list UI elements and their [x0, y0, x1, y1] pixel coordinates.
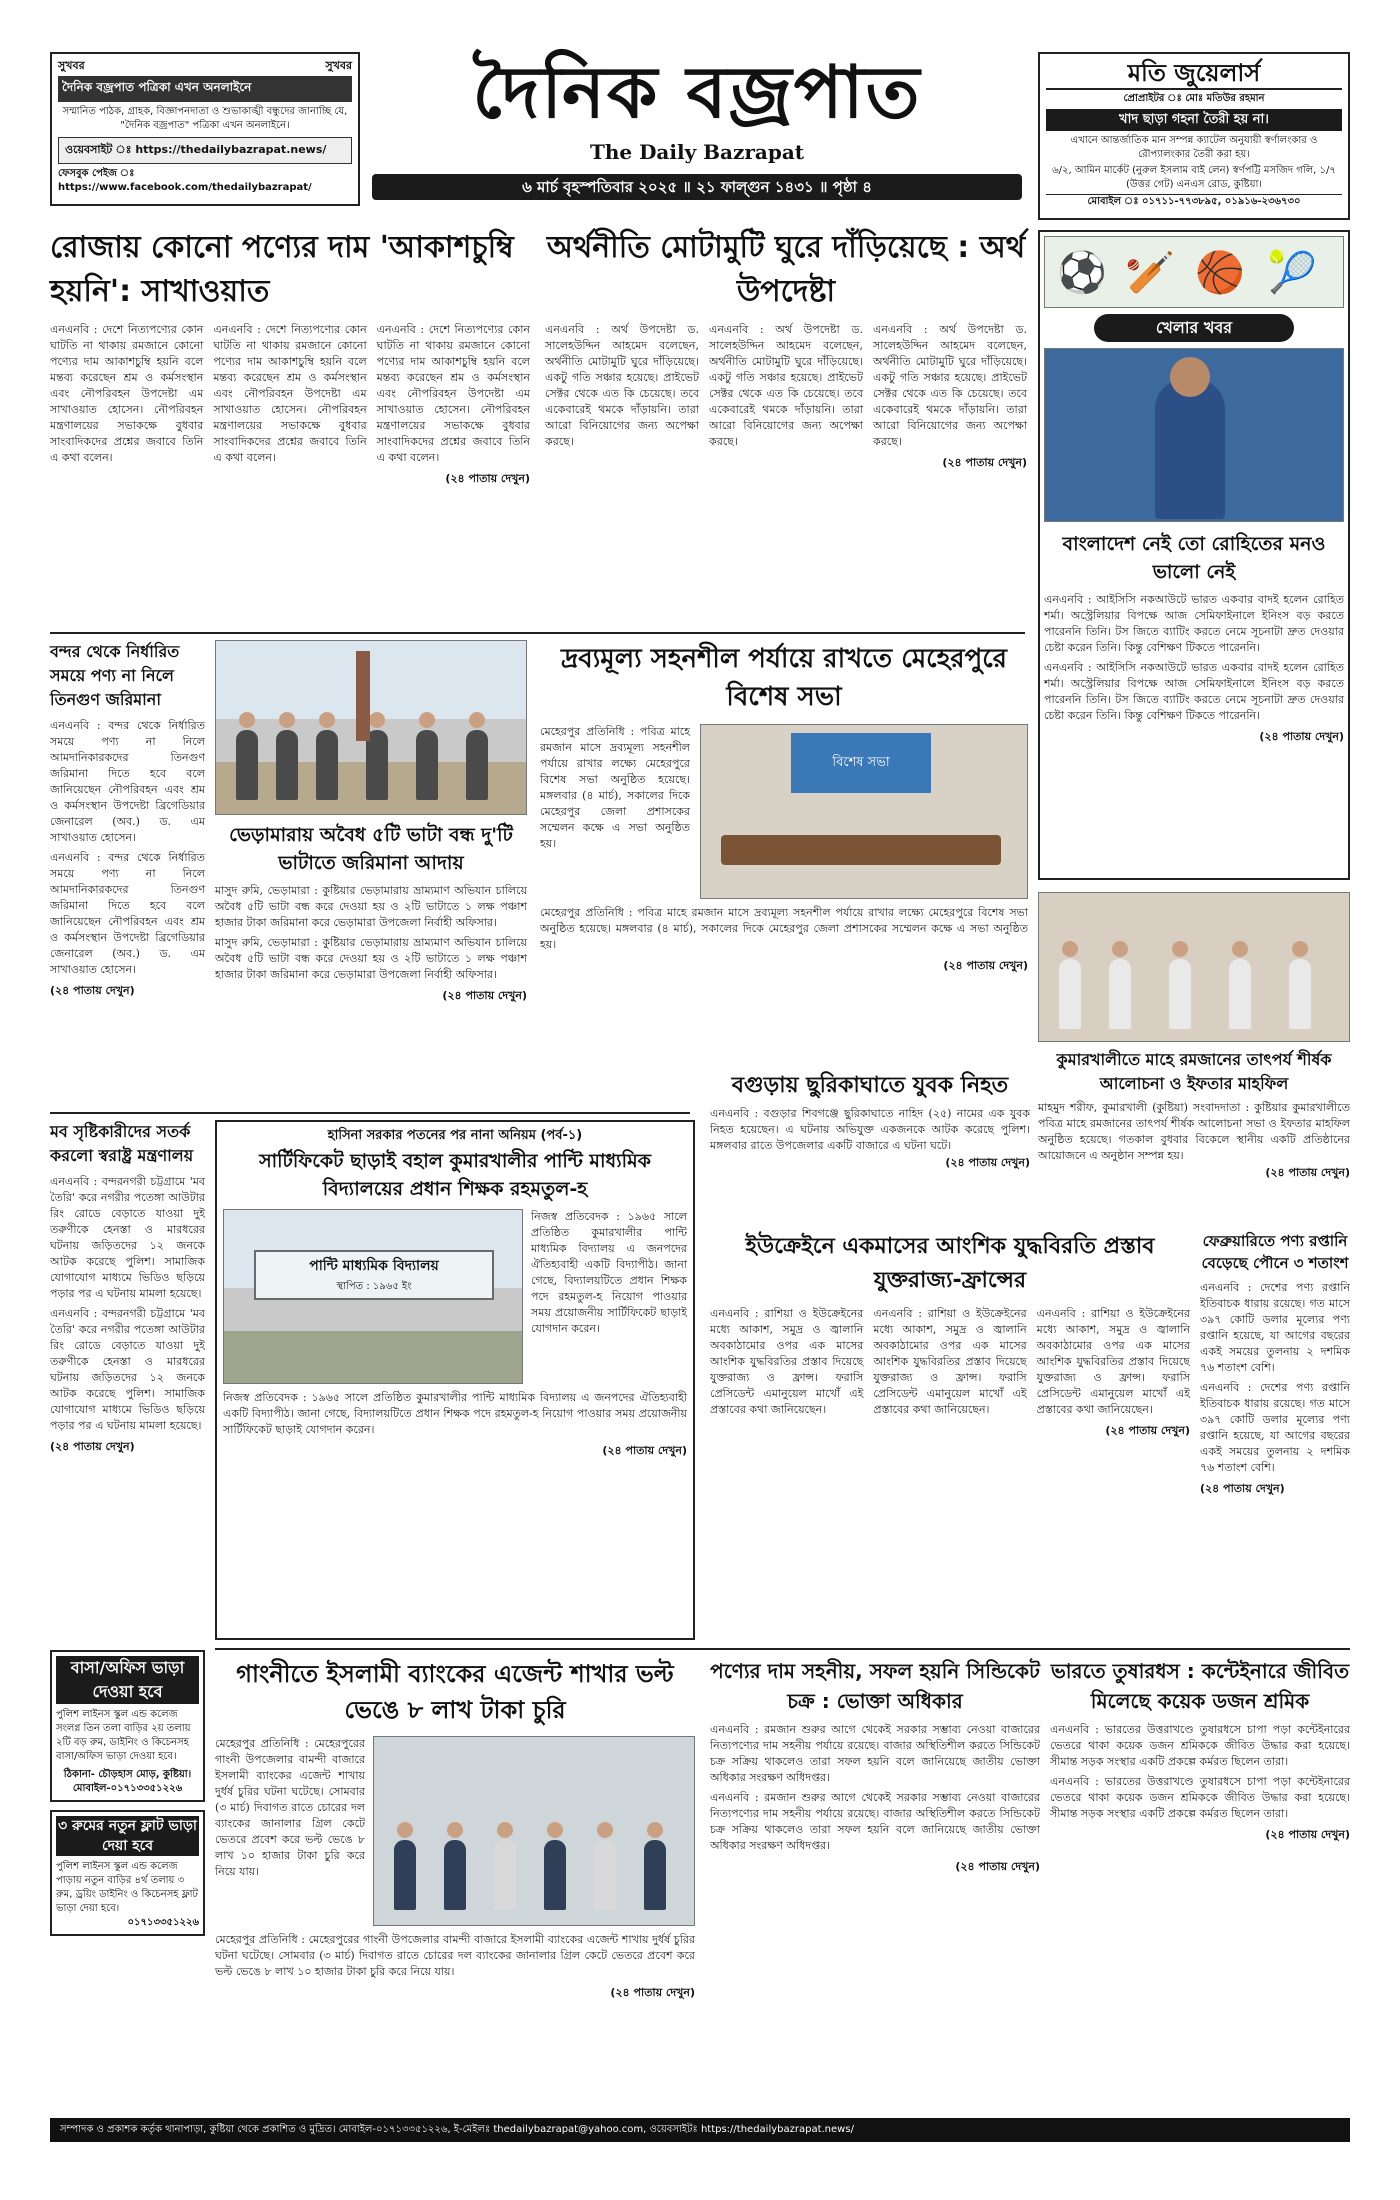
meherpur-story: [540, 640, 1028, 1060]
export-story: [1200, 1230, 1350, 1630]
sports-label: খেলার খবর: [1094, 314, 1294, 342]
notice-tag-right: সুখবর: [325, 59, 352, 72]
brick-continued[interactable]: (২৪ পাতায় দেখুন): [442, 989, 527, 1002]
rent-ad-1-address: ঠিকানা- চৌড়হাস মোড়, কুষ্টিয়া।: [63, 1769, 192, 1780]
school-sign-text: পান্টি মাধ্যমিক বিদ্যালয়: [309, 1258, 439, 1274]
kumarkhali-headline: কুমারখালীতে মাহে রমজানের তাৎপর্য শীর্ষক আলোচনা ও ইফতার মাহফিল: [1056, 1050, 1332, 1093]
export-continued[interactable]: (২৪ পাতায় দেখুন): [1200, 1482, 1285, 1495]
notice-text: সম্মানিত পাঠক, গ্রাহক, বিজ্ঞাপনদাতা ও শুভাকাঙ্খী বন্ধুদের জানাচ্ছি যে, "দৈনিক বজ্রপাত" পত্রিকা এখন অনলাইনে।: [62, 106, 348, 131]
meeting-screen: [791, 733, 931, 793]
kumarkhali-continued[interactable]: (২৪ পাতায় দেখুন): [1265, 1166, 1350, 1179]
port-story: [50, 640, 205, 1100]
lead-2-body: এনএনবি : অর্থ উপদেষ্টা ড. সালেহউদ্দিন আহমেদ বলেছেন, অর্থনীতি মোটামুটি ঘুরে দাঁড়িয়েছে। একটু গতি সঞ্চার হয়েছে। প্রাইভেট সেক্টর থেকে এত কি চেয়েছে। তবে একেবারেই থমকে দাঁড়ায়নি। তারা আরো বিনিয়োগের জন্য অপেক্ষা করছে।: [545, 323, 699, 448]
footer-imprint: সম্পাদক ও প্রকাশক কর্তৃক থানাপাড়া, কুষ্টিয়া থেকে প্রকাশিত ও মুদ্রিত। মোবাইল-০১৭১৩৩৫১২২৬, ই-মেইলঃ thedailybazrapat@yahoo.com, ওয়েবসাইটঃ https://thedailybazrapat.news/: [50, 2118, 1350, 2142]
kumarkhali-photo: [1038, 892, 1350, 1042]
mob-body: এনএনবি : বন্দরনগরী চট্টগ্রামে 'মব তৈরি' করে নগরীর পতেঙ্গা আউটার রিং রোডে বেড়াতে যাওয়া দুই তরুণীকে হেনস্তা ও মারধরের ঘটনায় জড়িতদের ১২ জনকে আটক করেছে পুলিশ। সামাজিক যোগাযোগ মাধ্যমে ভিডিও ছড়িয়ে পড়ার পর এ ঘটনায় মামলা হয়েছে।: [50, 1175, 205, 1300]
syndicate-headline: পণ্যের দাম সহনীয়, সফল হয়নি সিন্ডিকেট চক্র : ভোক্তা অধিকার: [710, 1659, 1040, 1713]
sports-continued[interactable]: (২৪ পাতায় দেখুন): [1259, 730, 1344, 743]
ad-slogan: খাদ ছাড়া গহনা তৈরী হয় না।: [1046, 109, 1342, 131]
ukraine-body-col3: এনএনবি : রাশিয়া ও ইউক্রেইনের মধ্যে আকাশ, সমুদ্র ও জ্বালানি অবকাঠামোর ওপর এক মাসের আংশিক যুদ্ধবিরতির প্রস্তাব দিয়েছে যুক্তরাজ্য ও ফ্রান্স। ফরাসি প্রেসিডেন্ট এমানুয়েল মাখোঁ এই প্রস্তাবের কথা জানিয়েছেন।: [1036, 1307, 1190, 1416]
gangni-body: মেহেরপুর প্রতিনিধি : মেহেরপুরের গাংনী উপজেলার বামন্দী বাজারে ইসলামী ব্যাংকের এজেন্ট শাখায় দুর্ধর্ষ চুরির ঘটনা ঘটেছে। সোমবার (৩ মার্চ) দিবাগত রাতে চোরের দল ব্যাংকের জানালার গ্রিল কেটে ভেতরে প্রবেশ করে ভল্ট ভেঙে ৮ লাখ ১০ হাজার টাকা চুরি করে নিয়ে যায়।: [215, 1737, 365, 1878]
school-photo: [223, 1209, 523, 1384]
rent-ad-2-title: ৩ রুমের নতুন ফ্লাট ভাড়া দেয়া হবে: [56, 1816, 199, 1856]
tennis-icon: 🎾: [1267, 250, 1317, 296]
port-body-more: এনএনবি : বন্দর থেকে নির্ধারিত সময়ে পণ্য না নিলে আমদানিকারকদের তিনগুণ জরিমানা দিতে হবে বলে জানিয়েছেন নৌপরিবহন এবং শ্রম ও কর্মসংস্থান উপদেষ্টা ব্রিগেডিয়ার জেনারেল (অব.) ড. এম সাখাওয়াত হোসেন।: [50, 851, 205, 976]
sports-section: [1038, 230, 1350, 880]
ukraine-headline: ইউক্রেইনে একমাসের আংশিক যুদ্ধবিরতি প্রস্তাব যুক্তরাজ্য-ফ্রান্সের: [745, 1234, 1155, 1293]
gangni-photo: [373, 1736, 695, 1926]
football-icon: ⚽: [1057, 250, 1107, 296]
sports-body: এনএনবি : আইসিসি নকআউটে ভারত একবার বাদই হলেন রোহিত শর্মা। অস্ট্রেলিয়ার বিপক্ষে আজ সেমিফাইনালে ইনিংস বড় করতে পারেননি তিনি। টস জিতে ব্যাটিং করতে নেমে সূচনাটা দ্রুত দেওয়ার চেষ্টা করেন তিনি। কিন্তু বেশিক্ষণ টিকতে পারেননি।: [1044, 593, 1344, 654]
meeting-table: [721, 835, 1001, 865]
india-body-more: এনএনবি : ভারতের উত্তরাখণ্ডে তুষারধসে চাপা পড়া কন্টেইনারের ভেতরে থাকা কয়েক ডজন শ্রমিককে জীবিত উদ্ধার করা হয়েছে। সীমান্ত সড়ক সংস্থার একটি প্রকল্পে কর্মরত ছিলেন তারা।: [1050, 1775, 1350, 1820]
export-headline: ফেব্রুয়ারিতে পণ্য রপ্তানি বেড়েছে পৌনে ৩ শতাংশ: [1201, 1232, 1349, 1272]
meherpur-body: মেহেরপুর প্রতিনিধি : পবিত্র মাহে রমজান মাসে দ্রব্যমূল্য সহনশীল পর্যায়ে রাখার লক্ষ্যে মেহেরপুরে বিশেষ সভা অনুষ্ঠিত হয়েছে। মঙ্গলবার (৪ মার্চ), সকালের দিকে মেহেরপুর জেলা প্রশাসকের সম্মেলন কক্ষে এ সভা অনুষ্ঠিত হয়।: [540, 725, 690, 850]
rent-ad-1: [50, 1650, 205, 1802]
cricket-icon: 🏏: [1125, 250, 1175, 296]
bogura-continued[interactable]: (২৪ পাতায় দেখুন): [945, 1156, 1030, 1169]
lead-2-body-col3: এনএনবি : অর্থ উপদেষ্টা ড. সালেহউদ্দিন আহমেদ বলেছেন, অর্থনীতি মোটামুটি ঘুরে দাঁড়িয়েছে। একটু গতি সঞ্চার হয়েছে। প্রাইভেট সেক্টর থেকে এত কি চেয়েছে। তবে একেবারেই থমকে দাঁড়ায়নি। তারা আরো বিনিয়োগের জন্য অপেক্ষা করছে।: [873, 323, 1027, 448]
ad-mobile: মোবাইল ঃ ০১৭১১-৭৭৩৮৯৫, ০১৯১৬-২৩৬৭৩০: [1046, 194, 1342, 209]
classifieds: [50, 1650, 205, 2110]
lead-1-body-col2: এনএনবি : দেশে নিত্যপণ্যের কোন ঘাটতি না থাকায় রমজানে কোনো পণ্যের দাম আকাশচুম্বি হয়নি বলে মন্তব্য করেছেন শ্রম ও কর্মসংস্থান এবং নৌপরিবহন উপদেষ্টা এম সাখাওয়াত হোসেন। নৌপরিবহন মন্ত্রণালয়ের সভাকক্ষে বুধবার সাংবাদিকদের প্রশ্নের জবাবে তিনি এ কথা বলেন।: [213, 323, 367, 464]
syndicate-body-more: এনএনবি : রমজান শুরুর আগে থেকেই সরকার সম্ভাব্য নেওয়া বাজারের নিত্যপণ্যের দাম সহনীয় পর্যায়ে রয়েছে। বাজার অস্থিতিশীল করতে সিন্ডিকেট চক্র সক্রিয় থাকলেও তারা সফল হয়নি বলে জানিয়েছে জাতীয় ভোক্তা অধিকার সংরক্ষণ অধিদপ্তর।: [710, 1791, 1040, 1852]
rent-ad-2-text: পুলিশ লাইনস স্কুল এন্ড কলেজ পাড়ায় নতুন বাড়ির ৪র্থ তলায় ৩ রুম, ড্রয়িং ডাইনিং ও কিচেনসহ ফ্লাট ভাড়া দেয়া হবে।: [56, 1861, 198, 1914]
india-story: [1050, 1656, 1350, 2106]
mob-headline: মব সৃষ্টিকারীদের সতর্ক করলো স্বরাষ্ট্র মন্ত্রণালয়: [50, 1122, 194, 1165]
cricketer-head: [1170, 357, 1210, 397]
port-headline: বন্দর থেকে নির্ধারিত সময়ে পণ্য না নিলে তিনগুণ জরিমানা: [50, 642, 180, 709]
online-notice-box: [50, 52, 360, 206]
meherpur-headline: দ্রব্যমূল্য সহনশীল পর্যায়ে রাখতে মেহেরপুরে বিশেষ সভা: [561, 644, 1007, 712]
brick-headline: ভেড়ামারায় অবৈধ ৫টি ভাটা বন্ধ দু'টি ভাটাতে জরিমানা আদায়: [229, 824, 513, 874]
brick-story: [215, 640, 527, 1110]
ukraine-body-col2: এনএনবি : রাশিয়া ও ইউক্রেইনের মধ্যে আকাশ, সমুদ্র ও জ্বালানি অবকাঠামোর ওপর এক মাসের আংশিক যুদ্ধবিরতির প্রস্তাব দিয়েছে যুক্তরাজ্য ও ফ্রান্স। ফরাসি প্রেসিডেন্ট এমানুয়েল মাখোঁ এই প্রস্তাবের কথা জানিয়েছেন।: [873, 1307, 1027, 1416]
bogura-headline: বগুড়ায় ছুরিকাঘাতে যুবক নিহত: [731, 1073, 1009, 1098]
mob-continued[interactable]: (২৪ পাতায় দেখুন): [50, 1440, 135, 1453]
chimney: [356, 651, 370, 741]
website-link[interactable]: ওয়েবসাইট ঃ https://thedailybazrapat.news/: [58, 137, 352, 164]
export-body: এনএনবি : দেশের পণ্য রপ্তানি ইতিবাচক ধারায় রয়েছে। গত মাসে ৩৯৭ কোটি ডলার মূল্যের পণ্য রপ্তানি হয়েছে, যা আগের বছরের একই সময়ের তুলনায় ২ দশমিক ৭৬ শতাংশ বেশি।: [1200, 1281, 1350, 1374]
school-sign-subtext: স্থাপিত : ১৯৬৫ ইং: [336, 1281, 412, 1292]
ukraine-continued[interactable]: (২৪ পাতায় দেখুন): [1105, 1424, 1190, 1437]
meherpur-continued[interactable]: (২৪ পাতায় দেখুন): [943, 959, 1028, 972]
brick-body-more: মাসুদ রুমি, ভেড়ামারা : কুষ্টিয়ার ভেড়ামারায় ভ্রাম্যমাণ অভিযান চালিয়ে অবৈধ ৫টি ভাটা বন্ধ করে দেওয়া হয় ও ২টি ভাটাতে ১ লক্ষ পঞ্চাশ হাজার টাকা জরিমানা করে ভেড়ামারা উপজেলা নির্বাহী অফিসার।: [215, 936, 527, 981]
export-body-more: এনএনবি : দেশের পণ্য রপ্তানি ইতিবাচক ধারায় রয়েছে। গত মাসে ৩৯৭ কোটি ডলার মূল্যের পণ্য রপ্তানি হয়েছে, যা আগের বছরের একই সময়ের তুলনায় ২ দশমিক ৭৬ শতাংশ বেশি।: [1200, 1381, 1350, 1474]
meherpur-body-more: মেহেরপুর প্রতিনিধি : পবিত্র মাহে রমজান মাসে দ্রব্যমূল্য সহনশীল পর্যায়ে রাখার লক্ষ্যে মেহেরপুরে বিশেষ সভা অনুষ্ঠিত হয়েছে। মঙ্গলবার (৪ মার্চ), সকালের দিকে মেহেরপুর জেলা প্রশাসকের সম্মেলন কক্ষে এ সভা অনুষ্ঠিত হয়।: [540, 906, 1028, 951]
newspaper-title-english: The Daily Bazrapat: [589, 140, 805, 164]
india-continued[interactable]: (২৪ পাতায় দেখুন): [1265, 1828, 1350, 1841]
facebook-link[interactable]: ফেসবুক পেইজ ঃ https://www.facebook.com/thedailybazrapat/: [58, 168, 312, 193]
sports-icons-strip: [1044, 236, 1344, 308]
mob-body-more: এনএনবি : বন্দরনগরী চট্টগ্রামে 'মব তৈরি' করে নগরীর পতেঙ্গা আউটার রিং রোডে বেড়াতে যাওয়া দুই তরুণীকে হেনস্তা ও মারধরের ঘটনায় জড়িতদের ১২ জনকে আটক করেছে পুলিশ। সামাজিক যোগাযোগ মাধ্যমে ভিডিও ছড়িয়ে পড়ার পর এ ঘটনায় মামলা হয়েছে।: [50, 1307, 205, 1432]
lead-story-1: [50, 226, 530, 626]
school-story: [215, 1120, 695, 1640]
school-body: নিজস্ব প্রতিবেদক : ১৯৬৫ সালে প্রতিষ্ঠিত কুমারখালীর পান্টি মাধ্যমিক বিদ্যালয় এ জনপদের ঐতিহ্যবাহী একটি বিদ্যাপীঠ। জানা গেছে, বিদ্যালয়টিতে প্রধান শিক্ষক পদে রহমতুল-হ নিয়োগ পাওয়ার সময় প্রয়োজনীয় সার্টিফিকেট ছাড়াই যোগদান করেন।: [223, 1391, 687, 1436]
newspaper-title: দৈনিক বজ্রপাত: [472, 50, 922, 134]
horizontal-divider-2: [50, 1112, 690, 1114]
syndicate-continued[interactable]: (২৪ পাতায় দেখুন): [955, 1860, 1040, 1873]
horizontal-divider-3: [215, 1648, 1350, 1650]
meeting-screen-text: বিশেষ সভা: [832, 755, 890, 770]
ad-title: মতি জুয়েলার্স: [1046, 58, 1342, 90]
lead-2-continued[interactable]: (২৪ পাতায় দেখুন): [942, 456, 1027, 469]
school-gate-sign: [254, 1250, 494, 1300]
gangni-story: [215, 1656, 695, 2106]
port-body: এনএনবি : বন্দর থেকে নির্ধারিত সময়ে পণ্য না নিলে আমদানিকারকদের তিনগুণ জরিমানা দিতে হবে বলে জানিয়েছেন নৌপরিবহন এবং শ্রম ও কর্মসংস্থান উপদেষ্টা ব্রিগেডিয়ার জেনারেল (অব.) ড. এম সাখাওয়াত হোসেন।: [50, 719, 205, 844]
school-continued[interactable]: (২৪ পাতায় দেখুন): [602, 1444, 687, 1457]
notice-tag-left: সুখবর: [58, 59, 85, 72]
kumarkhali-story: [1038, 892, 1350, 1192]
cricketer-figure: [1155, 379, 1225, 519]
meherpur-photo: [700, 724, 1028, 899]
india-headline: ভারতে তুষারধস : কন্টেইনারে জীবিত মিলেছে কয়েক ডজন শ্রমিক: [1050, 1659, 1350, 1713]
brick-photo: [215, 640, 527, 815]
lead-1-body-col3: এনএনবি : দেশে নিত্যপণ্যের কোন ঘাটতি না থাকায় রমজানে কোনো পণ্যের দাম আকাশচুম্বি হয়নি বলে মন্তব্য করেছেন শ্রম ও কর্মসংস্থান এবং নৌপরিবহন উপদেষ্টা এম সাখাওয়াত হোসেন। নৌপরিবহন মন্ত্রণালয়ের সভাকক্ষে বুধবার সাংবাদিকদের প্রশ্নের জবাবে তিনি এ কথা বলেন।: [376, 323, 530, 464]
ukraine-story: [710, 1230, 1190, 1630]
lead-1-body: এনএনবি : দেশে নিত্যপণ্যের কোন ঘাটতি না থাকায় রমজানে কোনো পণ্যের দাম আকাশচুম্বি হয়নি বলে মন্তব্য করেছেন শ্রম ও কর্মসংস্থান এবং নৌপরিবহন উপদেষ্টা এম সাখাওয়াত হোসেন। নৌপরিবহন মন্ত্রণালয়ের সভাকক্ষে বুধবার সাংবাদিকদের প্রশ্নের জবাবে তিনি এ কথা বলেন।: [50, 323, 204, 464]
ukraine-body: এনএনবি : রাশিয়া ও ইউক্রেইনের মধ্যে আকাশ, সমুদ্র ও জ্বালানি অবকাঠামোর ওপর এক মাসের আংশিক যুদ্ধবিরতির প্রস্তাব দিয়েছে যুক্তরাজ্য ও ফ্রান্স। ফরাসি প্রেসিডেন্ট এমানুয়েল মাখোঁ এই প্রস্তাবের কথা জানিয়েছেন।: [710, 1307, 864, 1416]
horizontal-divider-1: [50, 632, 1025, 634]
lead-1-headline: রোজায় কোনো পণ্যের দাম 'আকাশচুম্বি হয়নি': সাখাওয়াত: [50, 230, 514, 309]
jewellery-ad: [1038, 52, 1350, 220]
kumarkhali-body: মাহমুদ শরীফ, কুমারখালী (কুষ্টিয়া) সংবাদদাতা : কুষ্টিয়ার কুমারখালীতে পবিত্র মাহে রমজানের তাৎপর্য শীর্ষক আলোচনা সভা ও ইফতার মাহফিল অনুষ্ঠিত হয়েছে। গতকাল বুধবার বিকেলে স্থানীয় একটি প্রতিষ্ঠানের আয়োজনে এ অনুষ্ঠান সম্পন্ন হয়।: [1038, 1101, 1350, 1162]
school-series: হাসিনা সরকার পতনের পর নানা অনিয়ম (পর্ব-১): [327, 1128, 583, 1143]
brick-body: মাসুদ রুমি, ভেড়ামারা : কুষ্টিয়ার ভেড়ামারায় ভ্রাম্যমাণ অভিযান চালিয়ে অবৈধ ৫টি ভাটা বন্ধ করে দেওয়া হয় ও ২টি ভাটাতে ১ লক্ষ পঞ্চাশ হাজার টাকা জরিমানা করে ভেড়ামারা উপজেলা নির্বাহী অফিসার।: [215, 884, 527, 929]
sports-headline: বাংলাদেশ নেই তো রোহিতের মনও ভালো নেই: [1062, 533, 1326, 583]
mob-story: [50, 1120, 205, 1640]
lead-story-2: [545, 226, 1027, 626]
basketball-icon: 🏀: [1195, 250, 1245, 296]
syndicate-story: [710, 1656, 1040, 2106]
port-continued[interactable]: (২৪ পাতায় দেখুন): [50, 984, 135, 997]
dateline: ৬ মার্চ বৃহস্পতিবার ২০২৫ ॥ ২১ ফাল্গুন ১৪৩১ ॥ পৃষ্ঠা ৪: [372, 174, 1022, 200]
ad-address: ৬/২, আমিন মার্কেট (নুরুল ইসলাম বাই লেন) স্বর্ণপট্টি মসজিদ গলি, ১/৭ (উত্তর গেট) এনএস রোড, কুষ্টিয়া।: [1052, 165, 1336, 190]
gangni-headline: গাংনীতে ইসলামী ব্যাংকের এজেন্ট শাখার ভল্ট ভেঙে ৮ লাখ টাকা চুরি: [236, 1660, 674, 1724]
rent-ad-1-title: বাসা/অফিস ভাড়া দেওয়া হবে: [56, 1656, 199, 1704]
gangni-body-more: মেহেরপুর প্রতিনিধি : মেহেরপুরের গাংনী উপজেলার বামন্দী বাজারে ইসলামী ব্যাংকের এজেন্ট শাখায় দুর্ধর্ষ চুরির ঘটনা ঘটেছে। সোমবার (৩ মার্চ) দিবাগত রাতে চোরের দল ব্যাংকের জানালার গ্রিল কেটে ভেতরে প্রবেশ করে ভল্ট ভেঙে ৮ লাখ ১০ হাজার টাকা চুরি করে নিয়ে যায়।: [215, 1933, 695, 1978]
rent-ad-2: [50, 1810, 205, 1936]
lead-2-headline: অর্থনীতি মোটামুটি ঘুরে দাঁড়িয়েছে : অর্থ উপদেষ্টা: [546, 230, 1026, 309]
lead-2-body-col2: এনএনবি : অর্থ উপদেষ্টা ড. সালেহউদ্দিন আহমেদ বলেছেন, অর্থনীতি মোটামুটি ঘুরে দাঁড়িয়েছে। একটু গতি সঞ্চার হয়েছে। প্রাইভেট সেক্টর থেকে এত কি চেয়েছে। তবে একেবারেই থমকে দাঁড়ায়নি। তারা আরো বিনিয়োগের জন্য অপেক্ষা করছে।: [709, 323, 863, 448]
rent-ad-2-mobile: ০১৭১৩৩৫১২২৬: [127, 1917, 199, 1928]
school-headline: সার্টিফিকেট ছাড়াই বহাল কুমারখালীর পান্টি মাধ্যমিক বিদ্যালয়ের প্রধান শিক্ষক রহমতুল-হ: [259, 1150, 651, 1200]
bogura-story: [710, 1070, 1030, 1220]
syndicate-body: এনএনবি : রমজান শুরুর আগে থেকেই সরকার সম্ভাব্য নেওয়া বাজারের নিত্যপণ্যের দাম সহনীয় পর্যায়ে রয়েছে। বাজার অস্থিতিশীল করতে সিন্ডিকেট চক্র সক্রিয় থাকলেও তারা সফল হয়নি বলে জানিয়েছে জাতীয় ভোক্তা অধিকার সংরক্ষণ অধিদপ্তর।: [710, 1723, 1040, 1784]
rent-ad-1-text: পুলিশ লাইনস স্কুল এন্ড কলেজ সংলগ্ন তিন তলা বাড়ির ২য় তলায় ২টি বড় রুম, ডাইনিং ও কিচেনসহ বাসা/অফিস ভাড়া দেওয়া হবে।: [56, 1709, 191, 1762]
notice-headline: দৈনিক বজ্রপাত পত্রিকা এখন অনলাইনে: [58, 76, 352, 102]
ad-text: এখানে আন্তর্জাতিক মান সম্পন্ন ক্যাটেল অনুযায়ী স্বর্ণালংকার ও রৌপ্যালংকার তৈরী করা হয়।: [1070, 135, 1318, 160]
ad-owner: প্রোপ্রাইটর ঃ মোঃ মতিউর রহমান: [1123, 93, 1265, 104]
school-body-side: নিজস্ব প্রতিবেদক : ১৯৬৫ সালে প্রতিষ্ঠিত কুমারখালীর পান্টি মাধ্যমিক বিদ্যালয় এ জনপদের ঐতিহ্যবাহী একটি বিদ্যাপীঠ। জানা গেছে, বিদ্যালয়টিতে প্রধান শিক্ষক পদে রহমতুল-হ নিয়োগ পাওয়ার সময় প্রয়োজনীয় সার্টিফিকেট ছাড়াই যোগদান করেন।: [531, 1210, 687, 1335]
lead-1-continued[interactable]: (২৪ পাতায় দেখুন): [445, 472, 530, 485]
india-body: এনএনবি : ভারতের উত্তরাখণ্ডে তুষারধসে চাপা পড়া কন্টেইনারের ভেতরে থাকা কয়েক ডজন শ্রমিককে জীবিত উদ্ধার করা হয়েছে। সীমান্ত সড়ক সংস্থার একটি প্রকল্পে কর্মরত ছিলেন তারা।: [1050, 1723, 1350, 1768]
bogura-body: এনএনবি : বগুড়ার শিবগঞ্জে ছুরিকাঘাতে নাহিদ (২৫) নামের এক যুবক নিহত হয়েছেন। এ ঘটনায় অভিযুক্ত একজনকে আটক করেছে পুলিশ। মঙ্গলবার রাতে উপজেলার একটি বাজারে এ ঘটনা ঘটে।: [710, 1107, 1030, 1152]
rent-ad-1-mobile: মোবাইল-০১৭১৩৩৫১২২৬: [72, 1783, 183, 1794]
gangni-continued[interactable]: (২৪ পাতায় দেখুন): [610, 1986, 695, 1999]
sports-body-more: এনএনবি : আইসিসি নকআউটে ভারত একবার বাদই হলেন রোহিত শর্মা। অস্ট্রেলিয়ার বিপক্ষে আজ সেমিফাইনালে ইনিংস বড় করতে পারেননি তিনি। টস জিতে ব্যাটিং করতে নেমে সূচনাটা দ্রুত দেওয়ার চেষ্টা করেন তিনি। কিন্তু বেশিক্ষণ টিকতে পারেননি।: [1044, 661, 1344, 722]
masthead: [372, 44, 1022, 214]
sports-photo: [1044, 348, 1344, 522]
